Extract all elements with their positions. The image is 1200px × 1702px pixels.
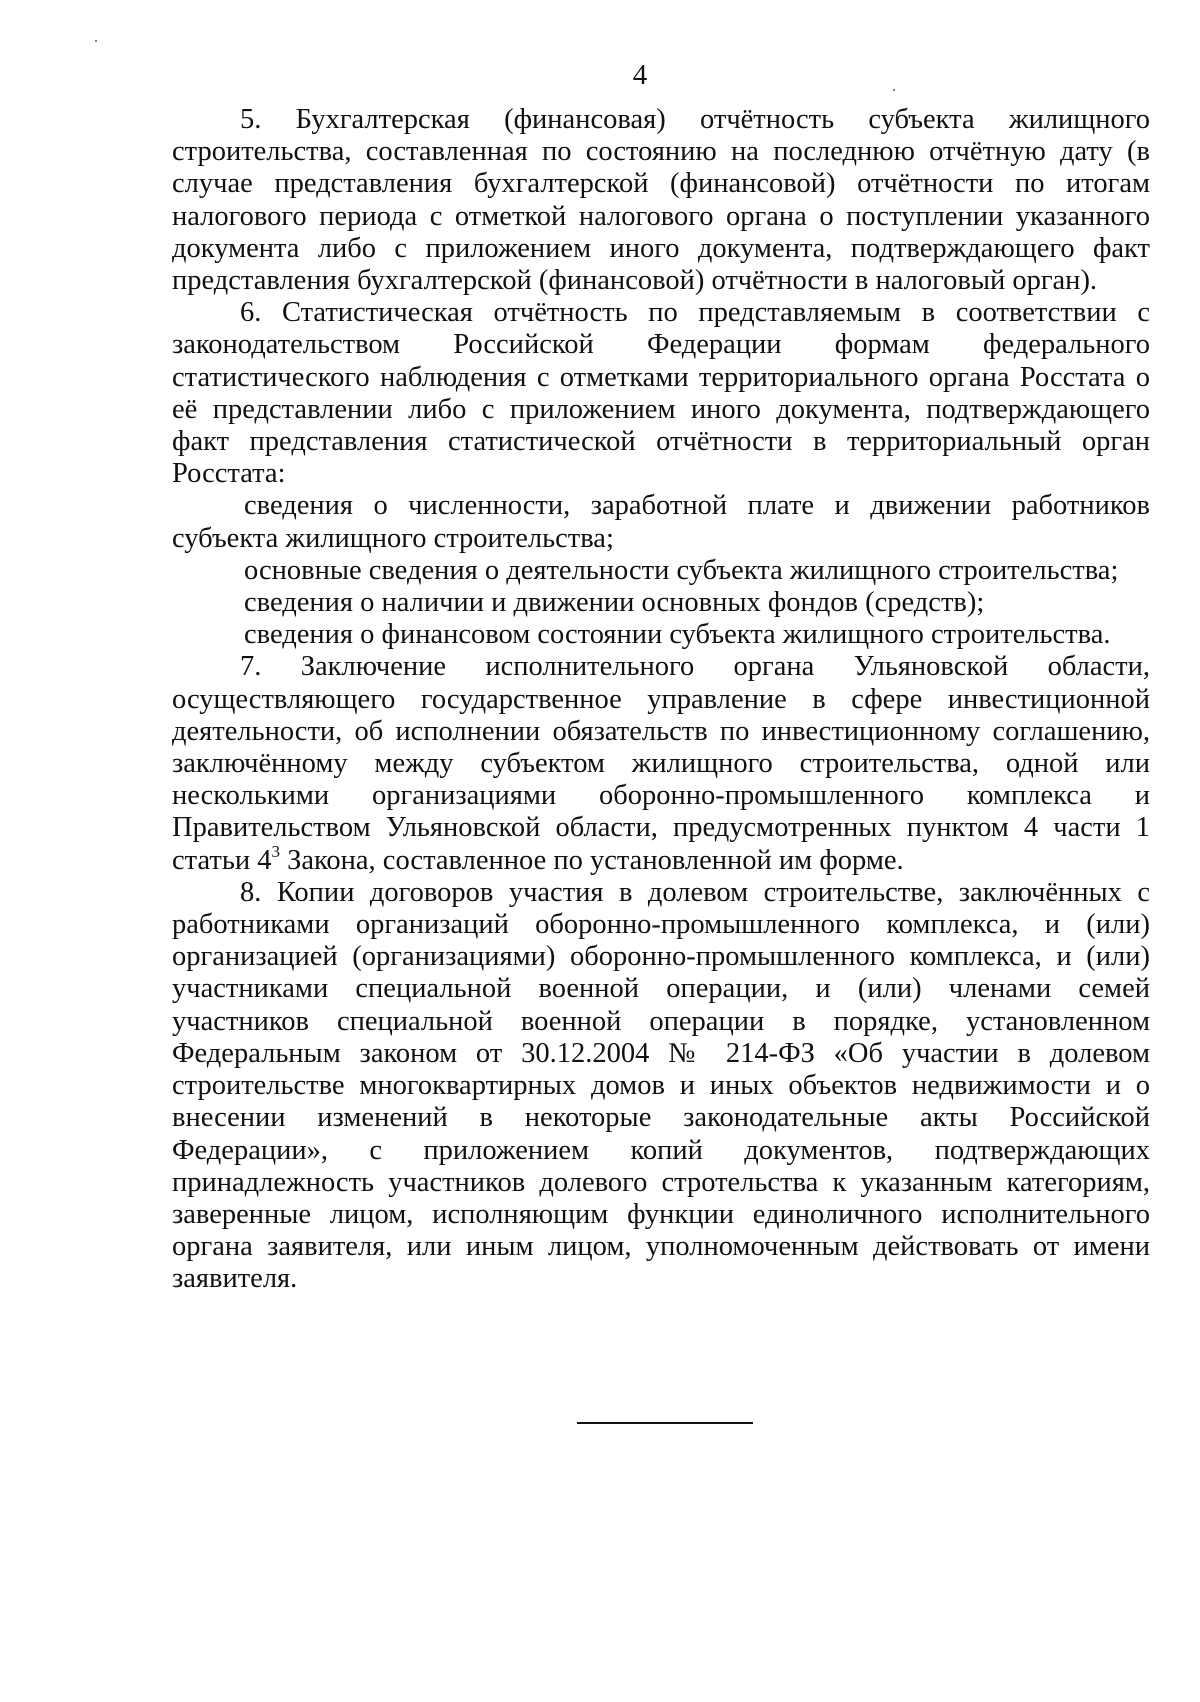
paragraph-6-item: сведения о наличии и движении основных фондов (средств); [244,587,985,619]
paragraph-8: 8. Копии договоров участия в долевом строительстве, заключённых с работниками организаций оборонно-промышленного комплекса, и (или) организацией (организациями) оборонно-промышленного комплекса, и (или) участниками специальной военной операции, и (или) членами семей участников специальной военной операции в порядке, установленном Федеральным законом от 30.12.2004 № 214-ФЗ «Об участии в долевом строительстве многоквартирных домов и иных объектов недвижимости и о внесении изменений в некоторые законодательные акты Российской Федерации», с приложением копий документов, подтверждающих принадлежность участников долевого стротельства к указанным категориям, заверенные лицом, исполняющим функции единоличного исполнительного органа заявителя, или иным лицом, уполномоченным действовать от имени заявителя. [172,876,1150,1295]
article-superscript: 3 [271,841,280,861]
end-of-document-rule [577,1422,753,1424]
paragraph-7-text: 7. Заключение исполнительного органа Ульяновской области, осуществляющего государственное управление в сфере инвестиционной деятельности, об исполнении обязательств по инвестиционному соглашению, заключённому между субъектом жилищного строительства, одной или несколькими организациями оборонно-промышленного комплекса и Правительством Ульяновской области, предусмотренных пунктом 4 части 1 статьи 4 [172,651,1150,876]
paragraph-6-item: сведения о финансовом состоянии субъекта жилищного строительства. [244,619,1111,651]
paragraph-6: 6. Статистическая отчётность по представляемым в соответствии с законодательством Российской Федерации формам федерального статистического наблюдения с отметками территориального органа Росстата о её представлении либо с приложением иного документа, подтверждающего факт представления статистической отчётности в территориальный орган Росстата: [172,297,1150,490]
document-body [172,104,1150,1296]
paragraph-6-item: основные сведения о деятельности субъекта жилищного строительства; [244,554,1119,586]
paragraph-6-item: сведения о численности, заработной плате и движении работников субъекта жилищного строительства; [172,490,1150,554]
paragraph-7-text-end: Закона, составленное по установленной им форме. [279,844,904,876]
scan-speck [95,40,97,42]
paragraph-5: 5. Бухгалтерская (финансовая) отчётность субъекта жилищного строительства, составленная по состоянию на последнюю отчётную дату (в случае представления бухгалтерской (финансовой) отчётности по итогам налогового периода с отметкой налогового органа о поступлении указанного документа либо с приложением иного документа, подтверждающего факт представления бухгалтерской (финансовой) отчётности в налоговый орган). [172,104,1150,297]
paragraph-7 [172,651,1150,876]
page-number: 4 [632,59,648,91]
scan-speck [893,89,895,91]
